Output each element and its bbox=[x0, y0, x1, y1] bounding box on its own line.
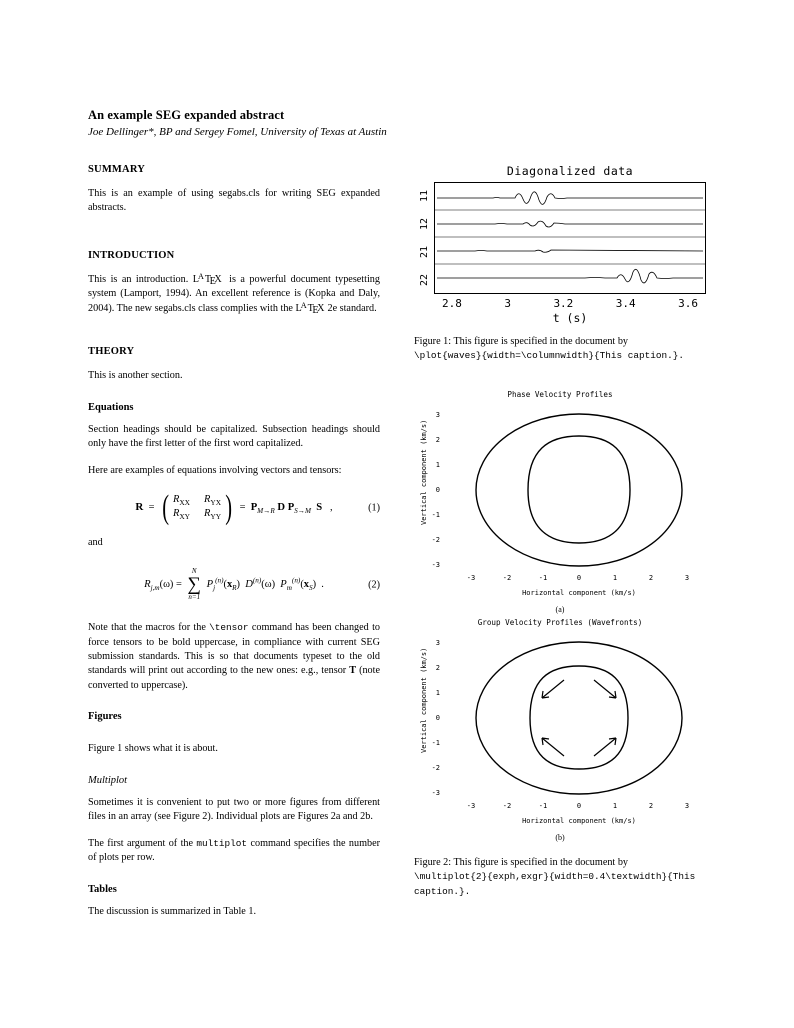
svg-text:2: 2 bbox=[648, 573, 654, 582]
heading-introduction: INTRODUCTION bbox=[88, 249, 175, 261]
tensor-note-part3: (note converted to uppercase). bbox=[88, 665, 381, 691]
svg-text:-1: -1 bbox=[431, 510, 440, 519]
heading-tables: Tables bbox=[88, 883, 117, 895]
summation: N ∑ n=1 bbox=[187, 567, 201, 602]
equation-1-matrix bbox=[160, 489, 235, 527]
svg-text:0: 0 bbox=[435, 713, 440, 722]
figure-2b-sublabel: (b) bbox=[555, 832, 565, 842]
heading-multiplot: Multiplot bbox=[88, 774, 128, 786]
x-tick-label: 3.6 bbox=[678, 297, 698, 310]
paragraph-summary: This is an example of using segabs.cls for writing SEG expanded abstracts. bbox=[88, 188, 380, 214]
paper-content bbox=[88, 108, 706, 931]
matrix-cell: $R_{XY}$ bbox=[172, 508, 191, 522]
paragraph-tables: The discussion is summarized in Table 1. bbox=[88, 905, 257, 917]
svg-text:-1: -1 bbox=[431, 738, 440, 747]
figure-2b-ylabel: Vertical component (km/s) bbox=[420, 647, 428, 753]
svg-text:-2: -2 bbox=[431, 535, 440, 544]
tensor-note-part2: command has been changed to force tensors to be bold uppercase, in compliance with current SEG submission standards. This is so that documents typeset to the old standards will print out according to the new ones: e.g., tensor bbox=[88, 622, 380, 677]
multiplot-text-part2: command specifies the number of plots per row. bbox=[88, 837, 380, 864]
sum-lower-limit: n=1 bbox=[188, 593, 201, 602]
intro-text-part3: 2e standard. bbox=[327, 302, 377, 314]
figure-1-caption-lead: Figure 1: bbox=[414, 336, 452, 347]
tensor-symbol: T bbox=[349, 665, 357, 677]
intro-text-part2: is a powerful document typesetting system (Lamport, 1994). An excellent reference is (Kopka and Daly, 2004). The new segabs.cls class complies with the bbox=[88, 273, 380, 314]
x-tick-label: 3.2 bbox=[553, 297, 574, 310]
paragraph-equations-2: Here are examples of equations involving vectors and tensors: bbox=[88, 464, 342, 476]
author-line: Joe Dellinger*, BP and Sergey Fomel, University of Texas at Austin bbox=[88, 126, 387, 138]
paragraph-multiplot-2 bbox=[88, 837, 380, 866]
figure-2a-plot bbox=[414, 400, 706, 605]
paragraph-multiplot-1: Sometimes it is convenient to put two or more figures from different files in an array (see Figure 2). Individual plots are Figures 2a and 2b. bbox=[88, 796, 380, 823]
two-column-body bbox=[88, 164, 706, 931]
equation-2-number: (2) bbox=[368, 579, 380, 591]
figure-2a-ylabel: Vertical component (km/s) bbox=[420, 419, 428, 525]
figure-2a-title: Phase Velocity Profiles bbox=[507, 389, 613, 399]
svg-text:0: 0 bbox=[435, 485, 440, 494]
x-tick-label: 2.8 bbox=[442, 297, 462, 310]
svg-text:3: 3 bbox=[435, 410, 440, 419]
left-column bbox=[88, 164, 380, 931]
figure-2-caption-code-2: caption.}. bbox=[414, 885, 471, 897]
heading-figures: Figures bbox=[88, 711, 122, 723]
svg-text:2: 2 bbox=[435, 663, 440, 672]
matrix-cell: $R_{YY}$ bbox=[204, 508, 222, 522]
tensor-command: \tensor bbox=[209, 622, 249, 634]
svg-text:-3: -3 bbox=[466, 801, 476, 810]
svg-text:-2: -2 bbox=[502, 573, 512, 582]
figure-2b-plot bbox=[414, 628, 706, 833]
x-tick-label: 3 bbox=[504, 297, 511, 310]
y-tick-label: 11 bbox=[418, 189, 430, 203]
svg-text:1: 1 bbox=[435, 460, 440, 469]
page-title: An example SEG expanded abstract bbox=[88, 108, 285, 122]
svg-text:0: 0 bbox=[576, 801, 582, 810]
paragraph-tensor-note bbox=[88, 621, 380, 693]
paragraph-equations-1: Section headings should be capitalized. Subsection headings should only have the first letter of the first word capitalized. bbox=[88, 423, 380, 450]
sum-upper-limit: N bbox=[191, 567, 197, 576]
figure-1-caption bbox=[414, 335, 706, 364]
paragraph-figures: Figure 1 shows what it is about. bbox=[88, 743, 218, 755]
equation-1-number: (1) bbox=[368, 502, 380, 514]
svg-text:3: 3 bbox=[684, 573, 690, 582]
svg-text:3: 3 bbox=[435, 638, 440, 647]
paragraph-and: and bbox=[88, 536, 103, 548]
matrix-cell: $R_{XX}$ bbox=[172, 494, 191, 508]
equation-1-rhs: $P_{M\to R}$ D $P_{S\to M}$ S bbox=[250, 502, 323, 516]
svg-text:-3: -3 bbox=[431, 788, 440, 797]
multiplot-command: multiplot bbox=[196, 837, 248, 849]
figure-2-panel-a bbox=[414, 390, 706, 614]
figure-1-plot-area bbox=[434, 182, 706, 294]
svg-text:1: 1 bbox=[612, 801, 618, 810]
y-tick-label: 12 bbox=[418, 217, 430, 231]
figure-1-x-axis bbox=[434, 294, 706, 310]
figure-2-panel-b bbox=[414, 618, 706, 842]
multiplot-text-part1: The first argument of the bbox=[88, 837, 197, 849]
svg-text:0: 0 bbox=[576, 573, 582, 582]
heading-theory: THEORY bbox=[88, 346, 135, 358]
figure-1-x-label: t (s) bbox=[552, 311, 588, 325]
svg-text:-1: -1 bbox=[538, 801, 548, 810]
figure-2b-xlabel: Horizontal component (km/s) bbox=[522, 816, 636, 825]
matrix-right-paren: ) bbox=[225, 489, 233, 527]
y-tick-label: 21 bbox=[418, 245, 430, 259]
right-column bbox=[414, 164, 706, 899]
svg-text:2: 2 bbox=[435, 435, 440, 444]
figure-2-caption-lead: Figure 2: bbox=[414, 856, 452, 868]
svg-text:3: 3 bbox=[684, 801, 690, 810]
figure-1-caption-text: This figure is specified in the document by bbox=[451, 336, 629, 347]
figure-2-caption bbox=[414, 856, 706, 899]
figure-1-plot-title: Diagonalized data bbox=[506, 164, 634, 178]
svg-text:1: 1 bbox=[435, 688, 440, 697]
latex-logo: $L^ATEX$ bbox=[192, 271, 222, 287]
svg-text:-3: -3 bbox=[431, 560, 440, 569]
figure-2a-sublabel: (a) bbox=[555, 604, 565, 614]
heading-summary: SUMMARY bbox=[88, 164, 146, 175]
heading-equations: Equations bbox=[88, 401, 134, 413]
x-tick-label: 3.4 bbox=[615, 297, 636, 310]
equation-2: $R_{j,m}(\omega)$ = N ∑ n=1 $P_j^{(n)}(x_R)$ $D^{(n)}(\omega)$ $P_m^{(n)}(x_S)$ . (2) bbox=[144, 567, 380, 602]
equation-1-lhs: R bbox=[135, 501, 144, 514]
svg-text:-3: -3 bbox=[466, 573, 476, 582]
paragraph-introduction bbox=[88, 273, 380, 316]
figure-1-caption-code: \plot{waves}{width=\columnwidth}{This caption.}. bbox=[414, 350, 685, 362]
figure-2b-title: Group Velocity Profiles (Wavefronts) bbox=[477, 617, 643, 627]
figure-2-caption-text: This figure is specified in the document by bbox=[451, 856, 629, 868]
svg-text:1: 1 bbox=[612, 573, 618, 582]
figure-1-y-axis bbox=[414, 182, 434, 294]
intro-text-part1: This is an introduction. bbox=[88, 273, 193, 285]
paragraph-theory: This is another section. bbox=[88, 370, 183, 382]
tensor-note-part1: Note that the macros for the bbox=[88, 622, 210, 634]
svg-text:-2: -2 bbox=[431, 763, 440, 772]
figure-2a-xlabel: Horizontal component (km/s) bbox=[522, 588, 636, 597]
equation-1: R = ( $R_{XX}$ $R_{YX}$ $R_{XY}$ $R_{YY}$ ) = $P_{M\to R}$ D $P_{S\to M}$ S , (1) bbox=[135, 489, 380, 527]
figure-1-waves bbox=[414, 164, 706, 325]
y-tick-label: 22 bbox=[418, 273, 430, 287]
figure-2-caption-code-1: \multiplot{2}{exph,exgr}{width=0.4\textwidth}{This bbox=[414, 871, 696, 883]
svg-text:2: 2 bbox=[648, 801, 654, 810]
matrix-cell: $R_{YX}$ bbox=[204, 494, 222, 508]
svg-text:-1: -1 bbox=[538, 573, 548, 582]
matrix-left-paren: ( bbox=[161, 489, 169, 527]
latex-logo-2: $L^ATEX$ bbox=[295, 300, 325, 316]
svg-text:-2: -2 bbox=[502, 801, 512, 810]
